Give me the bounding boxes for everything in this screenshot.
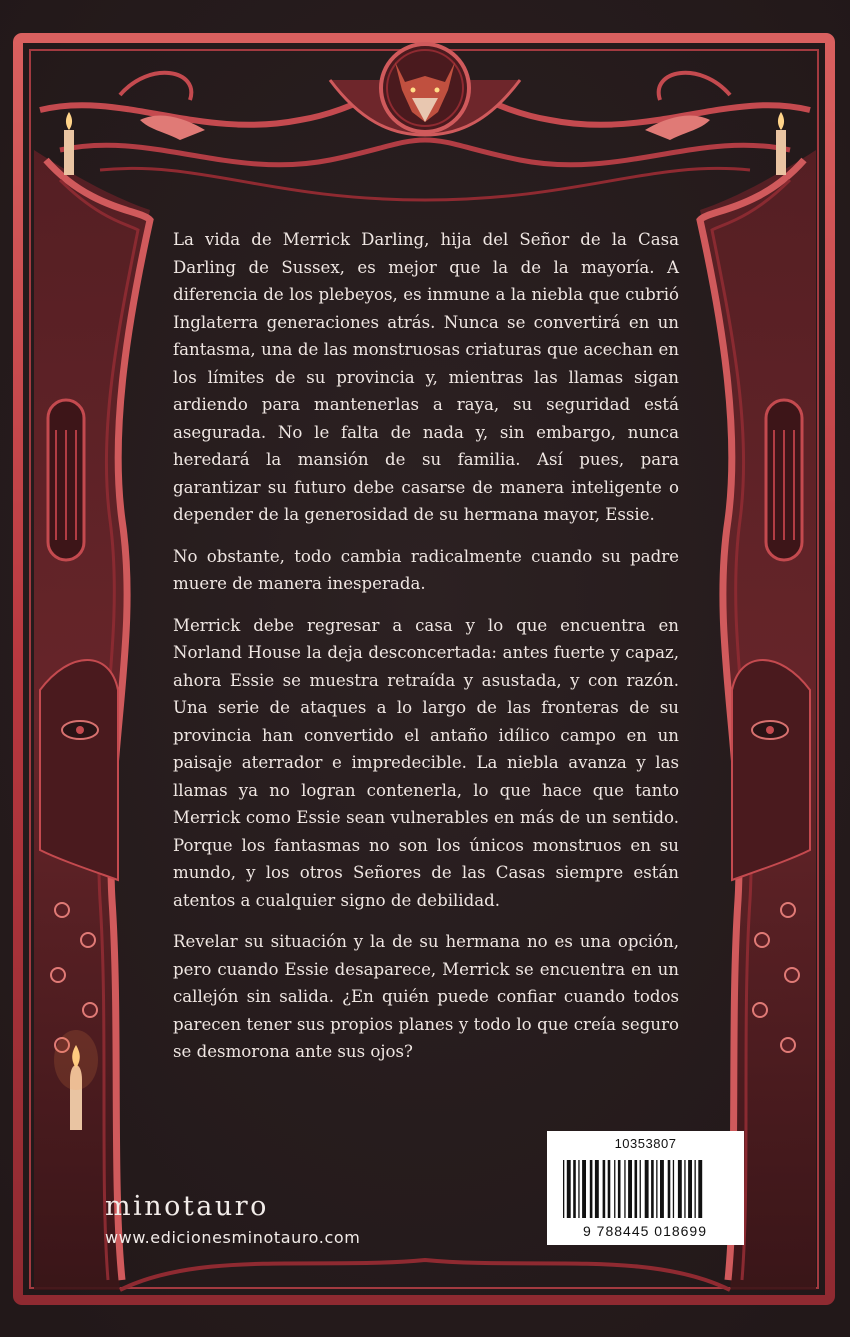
publisher-block xyxy=(105,1192,360,1247)
fox-head-icon xyxy=(381,44,469,132)
blurb-text xyxy=(173,226,679,1080)
eye-icon xyxy=(55,903,69,917)
barcode-code: 10353807 xyxy=(614,1136,677,1151)
barcode xyxy=(547,1131,744,1245)
blurb-paragraph: No obstante, todo cambia radicalmente cuando su padre muere de manera inesperada. xyxy=(173,546,679,593)
blurb-paragraph: La vida de Merrick Darling, hija del Señor de la Casa Darling de Sussex, es mejor que la de la mayoría. A diferencia de los plebeyos, es inmune a la niebla que cubrió Inglaterra generaciones atrás. Nunca se convertirá en un fantasma, una de las monstruosas criaturas que acechan en los límites de su provincia y, mientras las llamas sigan ardiendo para mantenerlas a raya, su seguridad está asegurada. No le falta de nada y, sin embargo, nunca heredará la mansión de su familia. Así pues, para garantizar su futuro debe casarse de manera inteligente o depender de la generosidad de su hermana mayor, Essie. xyxy=(173,230,679,524)
blurb-paragraph: Merrick debe regresar a casa y lo que encuentra en Norland House la deja desconcertada: antes fuerte y capaz, ahora Essie se muestra retraída y asustada, y con razón. Una serie de ataques a lo largo de las fronteras de su provincia han convertido el antaño idílico campo en un paisaje aterrador e impredecible. La niebla avanza y las llamas ya no logran contenerla, lo que hace que tanto Merrick como Essie sean vulnerables en más de un sentido. Porque los fantasmas no son los únicos monstruos en su mundo, y los otros Señores de las Casas siempre están atentos a cualquier signo de debilidad. xyxy=(173,615,679,910)
publisher-logo: minotauro xyxy=(105,1191,269,1222)
blurb-paragraph: Revelar su situación y la de su hermana no es una opción, pero cuando Essie desaparece, Merrick se encuentra en un callejón sin salida. ¿En quién puede confiar cuando todos parecen tener sus propios planes y todo lo que creía seguro se desmorona ante sus ojos? xyxy=(173,932,679,1061)
publisher-url[interactable]: www.edicionesminotauro.com xyxy=(105,1228,361,1247)
isbn-digits: 9 788445 018699 xyxy=(583,1223,707,1239)
barcode-bars xyxy=(553,1158,738,1240)
